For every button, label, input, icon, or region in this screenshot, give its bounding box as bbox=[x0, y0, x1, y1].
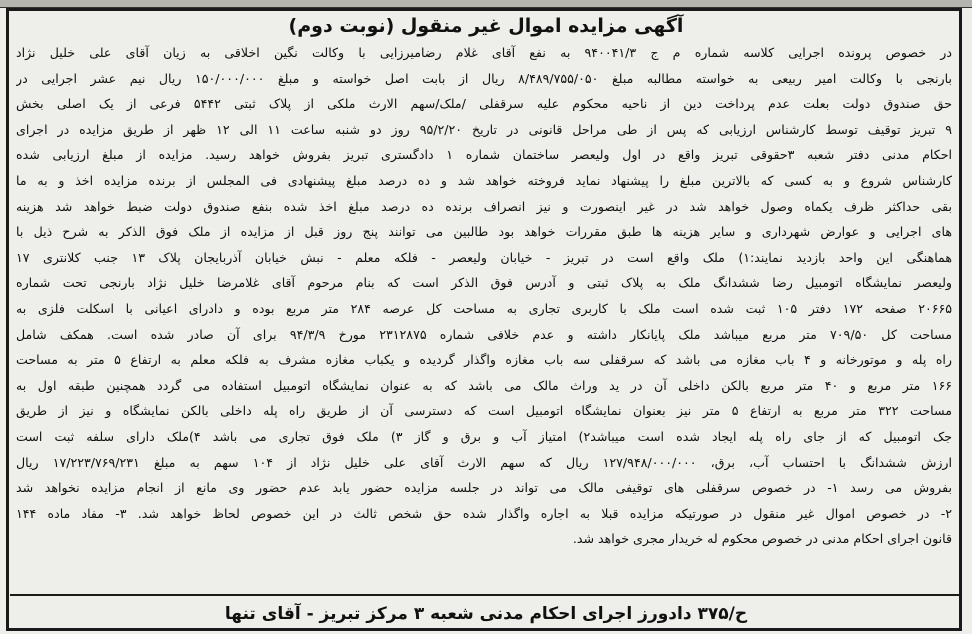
notice-line: بارنجی با وکالت امیر ربیعی به خواسته مطالبه مبلغ ۸/۴۸۹/۷۵۵/۰۵۰ ریال از بابت اصل خواسته و مبلغ ۱۵۰/۰۰۰/۰۰۰ ریال نیم عشر اجرایی در bbox=[16, 70, 952, 86]
notice-title: آگهی مزایده اموال غیر منقول (نوبت دوم) bbox=[288, 15, 684, 37]
top-border-strip bbox=[0, 0, 972, 8]
notice-line: احکام مدنی دفتر شعبه ۳حقوقی تبریز واقع در اول ولیعصر ساختمان شماره ۱ دادگستری تبریز بفروش خواهد رسید. مزایده از مبلغ ارزیابی شده bbox=[16, 147, 952, 163]
notice-line: در خصوص پرونده اجرایی کلاسه شماره م ج ۹۴۰۰۴۱/۳ به نفع آقای غلام رضامیرزایی با وکالت نگین اخلاقی به زیان آقای علی خلیل نژاد bbox=[16, 45, 952, 60]
notice-line: ۱۶۶ متر مربع و ۴۰ متر مربع بالکن داخلی آن در ید وراث مالک می باشد که به عنوان نمایشگاه اتومبیل استفاده می گردد همچنین طبقه اول به bbox=[16, 377, 952, 393]
notice-line: های اجرایی و عوارض شهرداری و سایر هزینه ها طبق مقررات خواهد بود طالبین می توانند پنج روز قبل از مزایده از ملک فوق الذکر به شرح ذیل با bbox=[16, 224, 952, 240]
notice-line: راه پله و موتورخانه و ۴ باب مغازه می باشد که سرقفلی سه باب مغازه واگذار گردیده و یکباب مغازه مشرف به فلکه معلم به ارتفاع ۵ متر به مساحت bbox=[16, 352, 952, 368]
notice-body bbox=[16, 40, 952, 552]
notice-line: کارشناس شروع و به کسی که بالاترین مبلغ را پیشنهاد نماید فروخته خواهد شد و ده درصد مبلغ پیشنهادی فی المجلس از برنده مزایده اخذ و به ما bbox=[16, 172, 952, 188]
notice-line: بقی حداکثر ظرف یکماه وصول خواهد شد در غیر اینصورت و نیز انصراف برنده ده درصد مبلغ اخذ شده بنفع صندوق دولت ضبط خواهد شد هزینه bbox=[16, 198, 952, 214]
notice-line: ولیعصر نمایشگاه اتومبیل رضا ششدانگ ملک به پلاک ثبتی و آدرس فوق الذکر است که بنام مرحوم آقای غلامرضا خلیل نژاد بارنجی تحت شماره bbox=[16, 275, 952, 291]
notice-line: ۲۰۶۶۵ صفحه ۱۷۲ دفتر ۱۰۵ ثبت شده است ملک با کاربری تجاری به مساحت کل عرصه ۲۸۴ متر مربع بوده و دادرای اعیانی با اسکلت فلزی به bbox=[16, 300, 952, 316]
notice-line: هماهنگی این واحد بازدید نمایند:۱) ملک واقع است در تبریز - خیابان ولیعصر - فلکه معلم - نبش خیابان آذربایجان پلاک ۱۳ جنب کلانتری ۱۷ bbox=[16, 249, 952, 265]
notice-line: بفروش می رسد ۱- در خصوص سرقفلی های توقیفی مالک می تواند در جلسه مزایده حضور یابد عدم حضور وی مانع از انجام مزایده نخواهد شد bbox=[16, 480, 952, 496]
notice-line: ارزش ششدانگ با احتساب آب، برق، ۱۲۷/۹۴۸/۰۰۰/۰۰۰ ریال که سهم الارث آقای علی خلیل نژاد از ۱۰۴ سهم به مبلغ ۱۷/۲۲۳/۷۶۹/۲۳۱ ریال bbox=[16, 454, 952, 470]
notice-line: جک اتومبیل که از جای راه پله ایجاد شده است میباشد۲) امتیاز آب و برق و گاز ۳) ملک فوق تجاری می باشد ۴)ملک دارای سلفه ثبت است bbox=[16, 428, 952, 444]
notice-line: ۹ تبریز توقیف توسط کارشناس ارزیابی که پس از طی مراحل قانونی در تاریخ ۹۵/۲/۲۰ روز دو شنبه ساعت ۱۱ الی ۱۲ ظهر از طریق مزایده در اجرای bbox=[16, 121, 952, 137]
notice-line: قانون اجرای احکام مدنی در خصوص محکوم له خریدار مجری خواهد شد. bbox=[572, 531, 952, 547]
notice-footer-signature: ح/۳۷۵ دادورز اجرای احکام مدنی شعبه ۳ مرکز تبریز - آقای تنها bbox=[10, 594, 962, 626]
notice-line: مساحت ۳۲۲ متر مربع به ارتفاع ۵ متر نیز بعنوان نمایشگاه اتومبیل است که دسترسی آن از طریق راه پله داخلی بالکن نمایشگاه و نیز از طریق bbox=[16, 403, 952, 419]
notice-line: ۲- در خصوص اموال غیر منقول در صورتیکه مزایده قبلا به اجاره واگذار شده حق شخص ثالث در این خصوص لحاظ خواهد شد. ۳- مفاد ماده ۱۴۴ bbox=[16, 505, 952, 521]
notice-line: مساحت کل ۷۰۹/۵۰ متر مربع میباشد ملک پایانکار داشته و عدم خلافی شماره ۲۳۱۲۸۷۵ مورخ ۹۴/۳/۹ برای آن صادر شده است. همکف شامل bbox=[16, 326, 952, 342]
notice-line: حق صندوق دولت بعلت عدم پرداخت دین از ناحیه محکوم علیه سرقفلی /ملک/سهم الارث ملکی از پلاک ثبتی ۵۴۴۲ فرعی از یک اصلی بخش bbox=[16, 96, 952, 112]
